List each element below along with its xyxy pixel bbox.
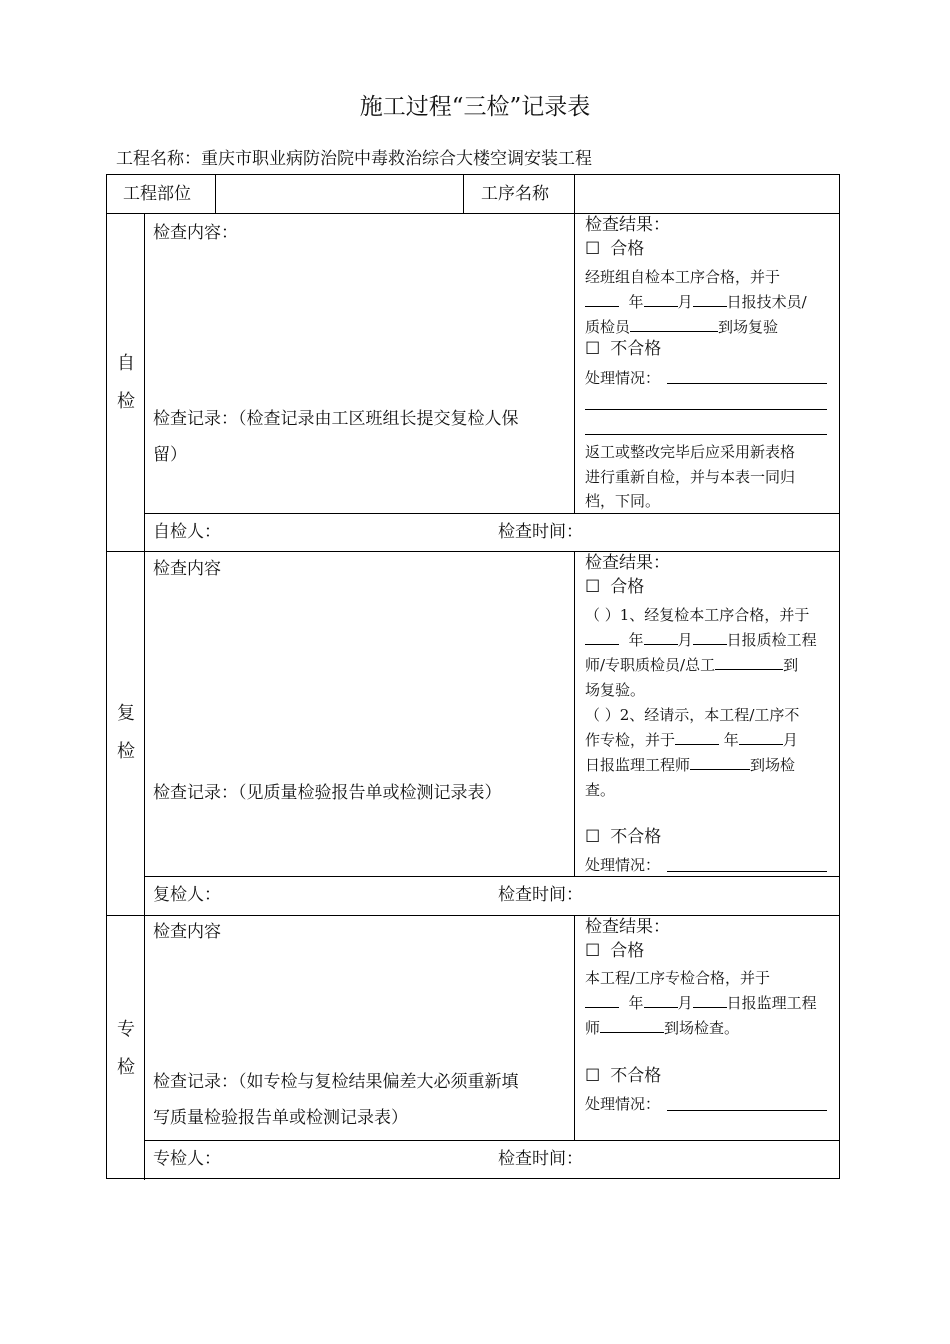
self-check-side-bottom: 检 [117,391,135,412]
special-pass-line3: 师 到场检查。 [585,1019,740,1037]
inspection-table [106,174,840,1179]
special-inspector-label: 专检人： [153,1149,221,1169]
recheck-content-label: 检查内容 [153,559,221,579]
checkbox-icon[interactable]: ☐ [585,827,601,847]
recheck-fail-label: 不合格 [610,827,662,847]
recheck-opt2-line2: 作专检，并于 年 月 [585,731,798,749]
recheck-opt2-line3: 日报监理工程师 到场检 [585,756,796,774]
self-record-line1: 检查记录：（检查记录由工区班组长提交复检人保 [153,409,519,429]
recheck-opt1-line3: 师/专职质检员/总工 到 [585,656,799,674]
checkbox-icon[interactable]: ☐ [585,1066,601,1086]
self-note-line2: 进行重新自检，并与本表一同归 [585,468,796,486]
recheck-side-bottom: 检 [117,741,135,762]
self-pass-line2: 年 月 日报技术员/ [585,292,807,312]
special-time-label: 检查时间： [498,1149,583,1169]
special-pass-label: 合格 [610,941,645,961]
special-fail-option[interactable] [585,1066,661,1086]
special-record-line2: 写质量检验报告单或检测记录表） [153,1108,408,1128]
special-fail-label: 不合格 [610,1066,662,1086]
self-fail-option[interactable] [585,339,661,359]
self-pass-option[interactable] [585,239,644,259]
self-check-side-top: 自 [117,353,135,374]
special-pass-line2: 年 月 日报监理工程 [585,993,817,1013]
special-handle-line[interactable] [667,1110,827,1111]
special-content-label: 检查内容 [153,922,221,942]
part-label: 工程部位 [123,184,191,204]
self-record-line2: 留） [153,445,187,465]
self-pass-line1: 经班组自检本工序合格，并于 [585,268,781,286]
recheck-opt2-line1[interactable]: （ ）2、经请示，本工程/工序不 [585,706,800,724]
self-pass-line3: 质检员 到场复验 [585,318,779,336]
recheck-handle-line[interactable] [667,871,827,872]
project-name: 工程名称：重庆市职业病防治院中毒救治综合大楼空调安装工程 [116,149,592,169]
recheck-opt1-line2: 年 月 日报质检工程 [585,630,817,650]
self-content-label: 检查内容： [153,223,238,243]
recheck-record-label: 检查记录：（见质量检验报告单或检测记录表） [153,783,502,803]
special-result-label: 检查结果： [585,917,670,937]
recheck-opt2-line4: 查。 [585,781,616,799]
recheck-side-top: 复 [117,703,135,724]
recheck-handle-label: 处理情况： [585,856,661,874]
recheck-time-label: 检查时间： [498,885,583,905]
recheck-fail-option[interactable] [585,827,661,847]
checkbox-icon[interactable]: ☐ [585,239,601,259]
recheck-inspector-label: 复检人： [153,885,221,905]
special-side-top: 专 [117,1019,135,1040]
recheck-opt1-line4: 场复验。 [585,681,646,699]
special-pass-option[interactable] [585,941,644,961]
self-result-label: 检查结果： [585,215,670,235]
process-field[interactable] [577,177,837,211]
recheck-result-label: 检查结果： [585,553,670,573]
form-title: 施工过程“三检”记录表 [359,94,591,120]
self-note-line3: 档，下同。 [585,492,661,510]
checkbox-icon[interactable]: ☐ [585,339,601,359]
special-record-line1: 检查记录：（如专检与复检结果偏差大必须重新填 [153,1072,519,1092]
part-field[interactable] [217,177,461,211]
special-pass-line1: 本工程/工序专检合格，并于 [585,969,771,987]
self-note-line1: 返工或整改完毕后应采用新表格 [585,443,796,461]
self-inspector-label: 自检人： [153,522,221,542]
checkbox-icon[interactable]: ☐ [585,941,601,961]
self-handle-line[interactable] [667,383,827,384]
special-side-bottom: 检 [117,1057,135,1078]
recheck-opt1-line1[interactable]: （ ）1、经复检本工序合格，并于 [585,606,810,624]
checkbox-icon[interactable]: ☐ [585,577,601,597]
special-handle-label: 处理情况： [585,1095,661,1113]
recheck-pass-label: 合格 [610,577,645,597]
process-label: 工序名称 [481,184,549,204]
recheck-pass-option[interactable] [585,577,644,597]
self-pass-label: 合格 [610,239,645,259]
self-fail-label: 不合格 [610,339,662,359]
self-handle-label: 处理情况： [585,369,661,387]
self-time-label: 检查时间： [498,522,583,542]
